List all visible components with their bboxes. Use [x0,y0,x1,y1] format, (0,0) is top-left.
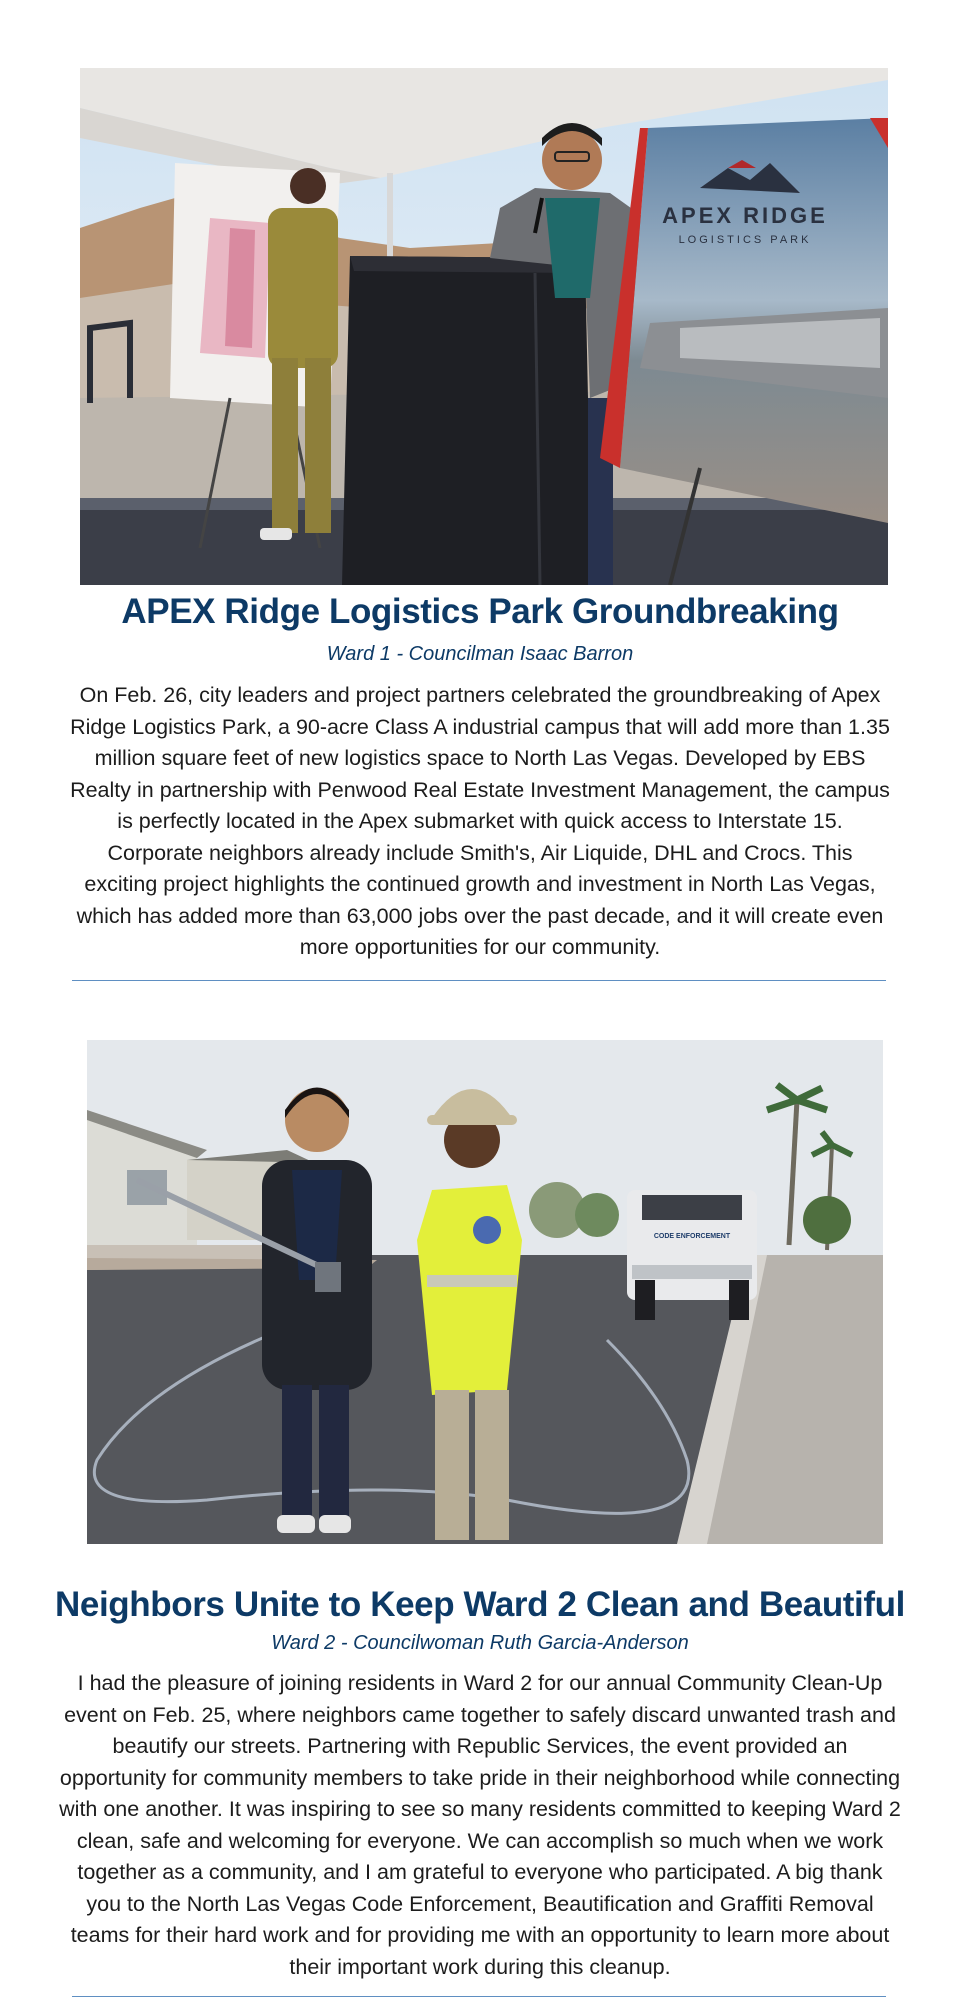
groundbreaking-photo [80,68,888,585]
section-divider [72,980,886,981]
truck-label: CODE ENFORCEMENT [653,1233,731,1240]
cleanup-photo [87,1040,883,1544]
section-divider-bottom [72,1996,886,1997]
article-title-ward2: Neighbors Unite to Keep Ward 2 Clean and Beautiful [55,1585,905,1624]
article-title-apex: APEX Ridge Logistics Park Groundbreaking [121,592,839,631]
article-body-ward2: I had the pleasure of joining residents in Ward 2 for our annual Community Clean-Up event on Feb. 25, where neighbors came together to safely discard unwanted trash and beautify our streets. Partnering with Republic Services, the event provided an opportunity for community members to take pride in their neighborhood while connecting with one another. It was inspiring to see so many residents committed to keeping Ward 2 clean, safe and welcoming for everyone. We can accomplish so much when we work together as a community, and I am grateful to everyone who participated. A big thank you to the North Las Vegas Code Enforcement, Beautification and Graffiti Removal teams for their hard work and for providing me with an opportunity to learn more about their important work during this cleanup. [59,1671,901,1979]
article-byline-ward1: Ward 1 - Councilman Isaac Barron [326,643,634,665]
article-byline-ward2: Ward 2 - Councilwoman Ruth Garcia-Anderson [271,1632,689,1654]
article-body-apex: On Feb. 26, city leaders and project partners celebrated the groundbreaking of Apex Ridge Logistics Park, a 90-acre Class A industrial campus that will add more than 1.35 million square feet of new logistics space to North Las Vegas. Developed by EBS Realty in partnership with Penwood Real Estate Investment Management, the campus is perfectly located in the Apex submarket with quick access to Interstate 15. Corporate neighbors already include Smith's, Air Liquide, DHL and Crocs. This exciting project highlights the continued growth and investment in North Las Vegas, which has added more than 63,000 jobs over the past decade, and it will create even more opportunities for our community. [70,683,890,959]
sign-subtitle: LOGISTICS PARK [678,234,812,246]
sign-title: APEX RIDGE [662,203,828,228]
